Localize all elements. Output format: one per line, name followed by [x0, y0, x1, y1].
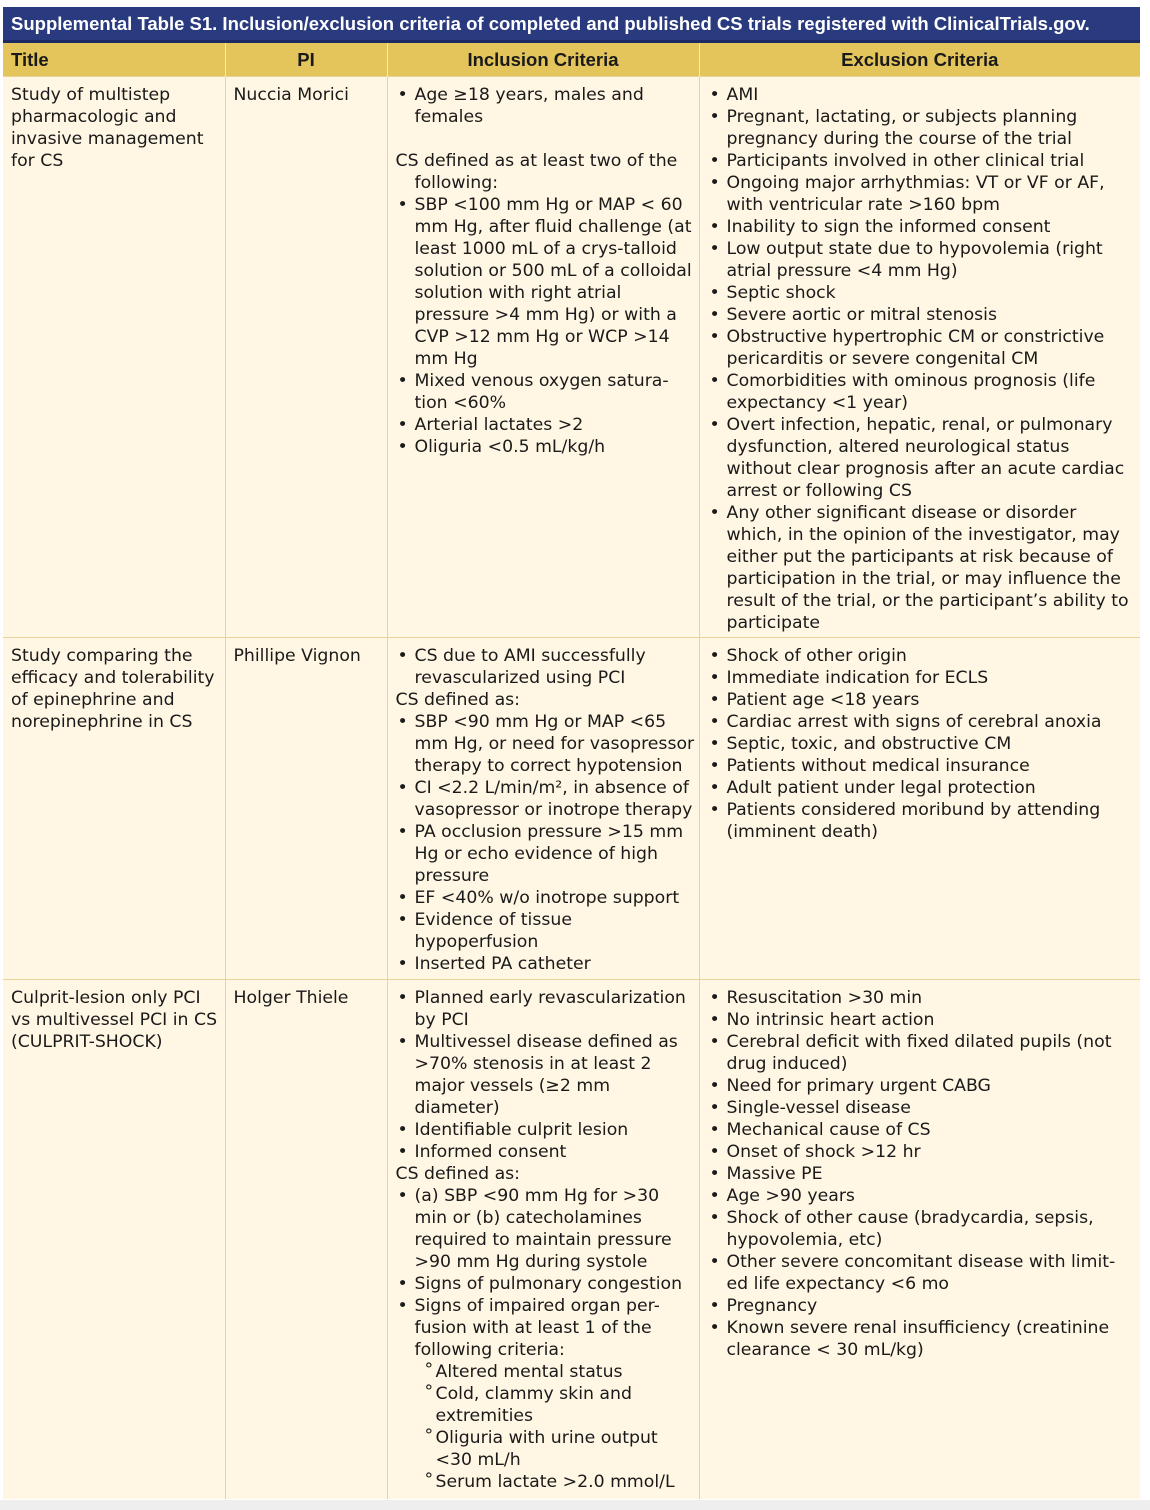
- trial-pi: Holger Thiele: [225, 980, 387, 1500]
- exclusion-item: • Low output state due to hypovolemia (right atrial pressure <4 mm Hg): [708, 238, 1137, 282]
- trial-title: Study of multistep pharmacologic and invasive management for CS: [3, 77, 225, 638]
- inclusion-item: • CS due to AMI successfully revascularized using PCI: [396, 645, 695, 689]
- exclusion-list: [708, 84, 1137, 634]
- exclusion-item: • Participants involved in other clinical trial: [708, 150, 1137, 172]
- inclusion-item: • SBP <100 mm Hg or MAP < 60 mm Hg, after fluid challenge (at least 1000 mL of a crys-talloid solution or 500 mL of a colloidal solution with right atrial pressure >4 mm Hg) or with a CVP >12 mm Hg or WCP >14 mm Hg: [396, 194, 695, 370]
- exclusion-item: • Resuscitation >30 min: [708, 987, 1137, 1009]
- exclusion-item: • Pregnancy: [708, 1295, 1137, 1317]
- inclusion-item: • Oliguria <0.5 mL/kg/h: [396, 436, 695, 458]
- cs-definition-list: [396, 711, 695, 975]
- inclusion-item: • Mixed venous oxygen satura-tion <60%: [396, 370, 695, 414]
- cs-definition-list: [396, 1185, 695, 1493]
- exclusion-item: • Adult patient under legal protection: [708, 777, 1137, 799]
- table-row: [3, 638, 1140, 980]
- inclusion-item: • Informed consent: [396, 1141, 695, 1163]
- exclusion-item: • Cardiac arrest with signs of cerebral anoxia: [708, 711, 1137, 733]
- inclusion-list: [396, 84, 695, 128]
- inclusion-list: [396, 645, 695, 689]
- trial-pi: Nuccia Morici: [225, 77, 387, 638]
- trial-title: Study comparing the efficacy and tolerability of epinephrine and norepinephrine in CS: [3, 638, 225, 980]
- exclusion-item: • AMI: [708, 84, 1137, 106]
- inclusion-item: • PA occlusion pressure >15 mm Hg or echo evidence of high pressure: [396, 821, 695, 887]
- exclusion-item: • No intrinsic heart action: [708, 1009, 1137, 1031]
- exclusion-item: • Comorbidities with ominous prognosis (life expectancy <1 year): [708, 370, 1137, 414]
- bottom-bar: [0, 1500, 1150, 1510]
- exclusion-item: • Pregnant, lactating, or subjects planning pregnancy during the course of the trial: [708, 106, 1137, 150]
- header-row: [3, 43, 1140, 77]
- exclusion-item: • Known severe renal insufficiency (creatinine clearance < 30 mL/kg): [708, 1317, 1137, 1361]
- exclusion-item: • Obstructive hypertrophic CM or constrictive pericarditis or severe congenital CM: [708, 326, 1137, 370]
- inclusion-item: • (a) SBP <90 mm Hg for >30 min or (b) catecholamines required to maintain pressure >90 mm Hg during systole: [396, 1185, 695, 1273]
- inclusion-item: • SBP <90 mm Hg or MAP <65 mm Hg, or need for vasopressor therapy to correct hypotension: [396, 711, 695, 777]
- criteria-table-container: [3, 7, 1140, 1499]
- cs-definition-heading: CS defined as:: [395, 1164, 520, 1184]
- cs-definition-list: [396, 194, 695, 458]
- sub-criterion: ° Cold, clammy skin and extremities: [415, 1383, 695, 1427]
- inclusion-item: [396, 1295, 695, 1493]
- trial-pi: Phillipe Vignon: [225, 638, 387, 980]
- exclusion-item: • Cerebral deficit with fixed dilated pupils (not drug induced): [708, 1031, 1137, 1075]
- inclusion-item: • Signs of pulmonary congestion: [396, 1273, 695, 1295]
- header-inclusion: Inclusion Criteria: [387, 43, 699, 77]
- exclusion-item: • Overt infection, hepatic, renal, or pulmonary dysfunction, altered neurological status without clear prognosis after an acute cardiac arrest or following CS: [708, 414, 1137, 502]
- exclusion-cell: [699, 980, 1140, 1500]
- exclusion-item: • Need for primary urgent CABG: [708, 1075, 1137, 1097]
- inclusion-item: • EF <40% w/o inotrope support: [396, 887, 695, 909]
- exclusion-item: • Ongoing major arrhythmias: VT or VF or AF, with ventricular rate >160 bpm: [708, 172, 1137, 216]
- inclusion-item: • Planned early revascularization by PCI: [396, 987, 695, 1031]
- exclusion-item: • Age >90 years: [708, 1185, 1137, 1207]
- exclusion-item: • Immediate indication for ECLS: [708, 667, 1137, 689]
- criteria-table: [3, 43, 1140, 1499]
- sub-criterion: ° Oliguria with urine output <30 mL/h: [415, 1427, 695, 1471]
- inclusion-item: • CI <2.2 L/min/m², in absence of vasopressor or inotrope therapy: [396, 777, 695, 821]
- exclusion-item: • Shock of other origin: [708, 645, 1137, 667]
- inclusion-item: • Age ≥18 years, males and females: [396, 84, 695, 128]
- inclusion-item: • Evidence of tissue hypoperfusion: [396, 909, 695, 953]
- header-pi: PI: [225, 43, 387, 77]
- inclusion-item-text: Signs of impaired organ per-fusion with at least 1 of the following criteria:: [414, 1296, 660, 1360]
- exclusion-list: [708, 645, 1137, 843]
- table-row: [3, 980, 1140, 1500]
- inclusion-cell: [387, 638, 699, 980]
- inclusion-cell: [387, 77, 699, 638]
- exclusion-item: • Patients considered moribund by attending (imminent death): [708, 799, 1137, 843]
- exclusion-item: • Other severe concomitant disease with limit-ed life expectancy <6 mo: [708, 1251, 1137, 1295]
- exclusion-cell: [699, 77, 1140, 638]
- trial-title: Culprit-lesion only PCI vs multivessel PCI in CS (CULPRIT-SHOCK): [3, 980, 225, 1500]
- table-caption: Supplemental Table S1. Inclusion/exclusion criteria of completed and published CS trials registered with ClinicalTrials.gov.: [3, 7, 1140, 43]
- exclusion-item: • Onset of shock >12 hr: [708, 1141, 1137, 1163]
- exclusion-item: • Patient age <18 years: [708, 689, 1137, 711]
- inclusion-cell: [387, 980, 699, 1500]
- exclusion-item: • Single-vessel disease: [708, 1097, 1137, 1119]
- exclusion-item: • Patients without medical insurance: [708, 755, 1137, 777]
- exclusion-item: • Any other significant disease or disorder which, in the opinion of the investigator, may either put the participants at risk because of participation in the trial, or may influence the result of the trial, or the participant’s ability to participate: [708, 502, 1137, 634]
- inclusion-item: • Arterial lactates >2: [396, 414, 695, 436]
- header-title: Title: [3, 43, 225, 77]
- sub-criterion: ° Serum lactate >2.0 mmol/L: [415, 1471, 695, 1493]
- exclusion-cell: [699, 638, 1140, 980]
- sub-criterion: ° Altered mental status: [415, 1361, 695, 1383]
- inclusion-list: [396, 987, 695, 1163]
- inclusion-item: • Multivessel disease defined as >70% stenosis in at least 2 major vessels (≥2 mm diameter): [396, 1031, 695, 1119]
- exclusion-item: • Shock of other cause (bradycardia, sepsis, hypovolemia, etc): [708, 1207, 1137, 1251]
- exclusion-item: • Massive PE: [708, 1163, 1137, 1185]
- cs-definition-heading: CS defined as at least two of the following:: [395, 151, 678, 193]
- organ-perfusion-sublist: [415, 1361, 695, 1493]
- exclusion-list: [708, 987, 1137, 1361]
- inclusion-item: • Identifiable culprit lesion: [396, 1119, 695, 1141]
- header-exclusion: Exclusion Criteria: [699, 43, 1140, 77]
- table-row: [3, 77, 1140, 638]
- exclusion-item: • Severe aortic or mitral stenosis: [708, 304, 1137, 326]
- exclusion-item: • Septic, toxic, and obstructive CM: [708, 733, 1137, 755]
- inclusion-item: • Inserted PA catheter: [396, 953, 695, 975]
- cs-definition-heading: CS defined as:: [395, 690, 520, 710]
- exclusion-item: • Mechanical cause of CS: [708, 1119, 1137, 1141]
- exclusion-item: • Septic shock: [708, 282, 1137, 304]
- exclusion-item: • Inability to sign the informed consent: [708, 216, 1137, 238]
